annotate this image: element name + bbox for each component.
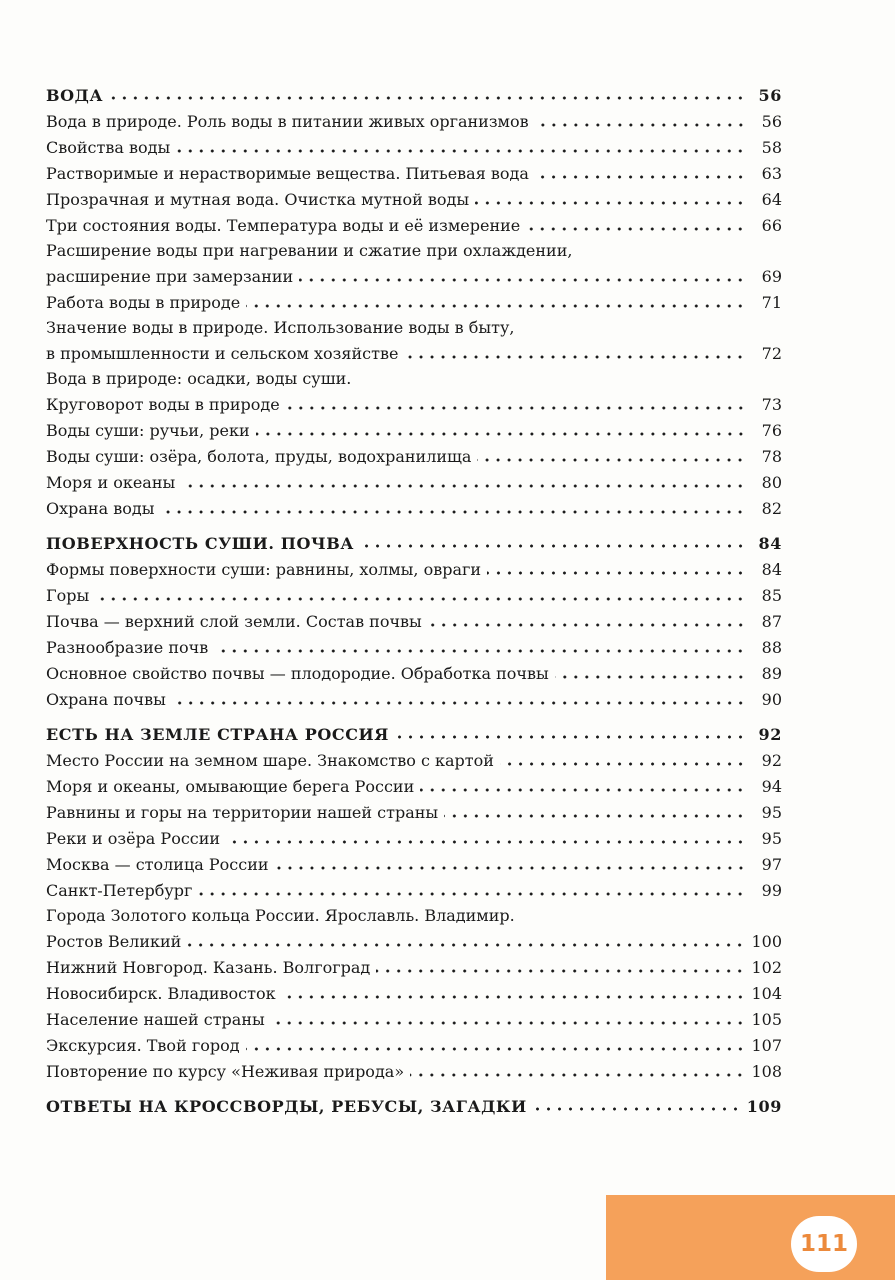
section-page: 84 <box>758 534 782 553</box>
entry-page: 95 <box>761 829 782 848</box>
leader-dots <box>475 201 746 205</box>
entry-title: Повторение по курсу «Неживая природа» <box>46 1062 405 1081</box>
section-title: ОТВЕТЫ НА КРОССВОРДЫ, РЕБУСЫ, ЗАГАДКИ <box>46 1097 527 1116</box>
entry-page: 105 <box>751 1010 782 1029</box>
leader-dots <box>181 484 746 488</box>
leader-dots <box>187 943 745 947</box>
toc-entry[interactable] <box>46 874 782 900</box>
toc-entry[interactable] <box>46 796 782 822</box>
toc-entry[interactable] <box>46 951 782 977</box>
toc-entry[interactable] <box>46 183 782 209</box>
section-title: ВОДА <box>46 86 104 105</box>
entry-title: Почва — верхний слой земли. Состав почвы <box>46 612 422 631</box>
leader-dots <box>286 406 746 410</box>
leader-dots <box>376 969 745 973</box>
section-heading[interactable] <box>46 523 782 553</box>
entry-title: Основное свойство почвы — плодородие. Обработка почвы <box>46 664 549 683</box>
entry-title: Значение воды в природе. Использование воды в быту, <box>46 318 515 337</box>
leader-dots <box>256 432 746 436</box>
toc-entry[interactable] <box>46 770 782 796</box>
section-heading[interactable] <box>46 1086 782 1116</box>
entry-title: Свойства воды <box>46 138 171 157</box>
leader-dots <box>535 175 746 179</box>
entry-page: 99 <box>761 881 782 900</box>
table-of-contents <box>46 75 782 1116</box>
entry-page: 76 <box>761 421 782 440</box>
toc-entry[interactable] <box>46 848 782 874</box>
entry-page: 92 <box>761 751 782 770</box>
entry-title: Вода в природе: осадки, воды суши. <box>46 369 352 388</box>
toc-entry[interactable] <box>46 363 782 414</box>
entry-title: Воды суши: ручьи, реки <box>46 421 250 440</box>
entry-title: Охрана почвы <box>46 690 166 709</box>
leader-dots <box>526 227 746 231</box>
leader-dots <box>360 544 746 548</box>
toc-entry[interactable] <box>46 131 782 157</box>
entry-page: 69 <box>761 267 782 286</box>
entry-page: 88 <box>761 638 782 657</box>
entry-page: 107 <box>751 1036 782 1055</box>
entry-title: Нижний Новгород. Казань. Волгоград <box>46 958 371 977</box>
leader-dots <box>487 571 746 575</box>
leader-dots <box>404 355 746 359</box>
entry-page: 80 <box>761 473 782 492</box>
toc-entry[interactable] <box>46 1055 782 1081</box>
entry-title-continued: Круговорот воды в природе <box>46 395 280 414</box>
toc-entry[interactable] <box>46 466 782 492</box>
entry-page: 95 <box>761 803 782 822</box>
entry-page: 64 <box>761 190 782 209</box>
entry-title: Равнины и горы на территории нашей страны <box>46 803 439 822</box>
toc-entry[interactable] <box>46 157 782 183</box>
entry-title-continued: расширение при замерзании <box>46 267 294 286</box>
leader-dots <box>275 866 746 870</box>
section-page: 109 <box>746 1097 782 1116</box>
toc-entry[interactable] <box>46 209 782 235</box>
toc-entry[interactable] <box>46 744 782 770</box>
toc-entry[interactable] <box>46 605 782 631</box>
leader-dots <box>535 123 746 127</box>
entry-title: Вода в природе. Роль воды в питании живых организмов <box>46 112 529 131</box>
entry-page: 66 <box>761 216 782 235</box>
entry-page: 71 <box>761 293 782 312</box>
entry-title: Моря и океаны <box>46 473 176 492</box>
leader-dots <box>410 1073 745 1077</box>
entry-title: Население нашей страны <box>46 1010 265 1029</box>
toc-entry[interactable] <box>46 312 782 363</box>
entry-page: 73 <box>761 395 782 414</box>
leader-dots <box>444 814 746 818</box>
entry-title: Прозрачная и мутная вода. Очистка мутной воды <box>46 190 470 209</box>
entry-title: Три состояния воды. Температура воды и её измерение <box>46 216 521 235</box>
entry-page: 90 <box>761 690 782 709</box>
leader-dots <box>500 762 746 766</box>
entry-title: Расширение воды при нагревании и сжатие при охлаждении, <box>46 241 573 260</box>
leader-dots <box>109 96 746 100</box>
entry-page: 82 <box>761 499 782 518</box>
entry-page: 58 <box>761 138 782 157</box>
entry-page: 85 <box>761 586 782 605</box>
toc-entry[interactable] <box>46 977 782 1003</box>
entry-title: Работа воды в природе <box>46 293 241 312</box>
leader-dots <box>428 623 746 627</box>
entry-title: Реки и озёра России <box>46 829 221 848</box>
entry-page: 78 <box>761 447 782 466</box>
entry-title: Растворимые и нерастворимые вещества. Питьевая вода <box>46 164 529 183</box>
toc-entry[interactable] <box>46 286 782 312</box>
entry-page: 97 <box>761 855 782 874</box>
entry-title: Место России на земном шаре. Знакомство с картой <box>46 751 494 770</box>
entry-page: 87 <box>761 612 782 631</box>
leader-dots <box>172 701 746 705</box>
page-number-badge: 111 <box>791 1216 857 1272</box>
toc-entry[interactable] <box>46 105 782 131</box>
entry-page: 94 <box>761 777 782 796</box>
entry-title: Новосибирск. Владивосток <box>46 984 276 1003</box>
leader-dots <box>246 1047 746 1051</box>
leader-dots <box>160 510 746 514</box>
entry-title-continued: Ростов Великий <box>46 932 182 951</box>
section-page: 56 <box>758 86 782 105</box>
leader-dots <box>198 892 746 896</box>
leader-dots <box>282 995 746 999</box>
entry-title: Формы поверхности суши: равнины, холмы, овраги <box>46 560 482 579</box>
entry-page: 72 <box>761 344 782 363</box>
entry-title: Воды суши: озёра, болота, пруды, водохранилища <box>46 447 472 466</box>
entry-title: Экскурсия. Твой город <box>46 1036 240 1055</box>
entry-page: 108 <box>751 1062 782 1081</box>
leader-dots <box>214 649 746 653</box>
entry-page: 100 <box>751 932 782 951</box>
entry-page: 102 <box>751 958 782 977</box>
entry-page: 89 <box>761 664 782 683</box>
leader-dots <box>246 304 746 308</box>
section-title: ЕСТЬ НА ЗЕМЛЕ СТРАНА РОССИЯ <box>46 725 389 744</box>
toc-entry[interactable] <box>46 683 782 709</box>
leader-dots <box>533 1107 741 1111</box>
leader-dots <box>395 735 746 739</box>
entry-title: Моря и океаны, омывающие берега России <box>46 777 415 796</box>
leader-dots <box>299 278 746 282</box>
toc-entry[interactable] <box>46 553 782 579</box>
entry-title: Санкт-Петербург <box>46 881 193 900</box>
section-heading[interactable] <box>46 714 782 744</box>
entry-title: Горы <box>46 586 90 605</box>
entry-title: Охрана воды <box>46 499 155 518</box>
leader-dots <box>176 149 746 153</box>
section-page: 92 <box>758 725 782 744</box>
toc-entry[interactable] <box>46 1029 782 1055</box>
entry-page: 104 <box>751 984 782 1003</box>
toc-entry[interactable] <box>46 235 782 286</box>
section-title: ПОВЕРХНОСТЬ СУШИ. ПОЧВА <box>46 534 354 553</box>
entry-title: Москва — столица России <box>46 855 269 874</box>
leader-dots <box>226 840 746 844</box>
toc-entry[interactable] <box>46 822 782 848</box>
toc-entry[interactable] <box>46 631 782 657</box>
leader-dots <box>271 1021 746 1025</box>
toc-entry[interactable] <box>46 657 782 683</box>
toc-entry[interactable] <box>46 1003 782 1029</box>
toc-entry[interactable] <box>46 492 782 518</box>
leader-dots <box>477 458 746 462</box>
toc-entry[interactable] <box>46 579 782 605</box>
entry-title: Разнообразие почв <box>46 638 209 657</box>
toc-entry[interactable] <box>46 440 782 466</box>
entry-page: 84 <box>761 560 782 579</box>
entry-title-continued: в промышленности и сельском хозяйстве <box>46 344 399 363</box>
toc-entry[interactable] <box>46 900 782 951</box>
entry-page: 63 <box>761 164 782 183</box>
leader-dots <box>420 788 746 792</box>
entry-page: 56 <box>761 112 782 131</box>
leader-dots <box>555 675 746 679</box>
leader-dots <box>95 597 746 601</box>
section-heading[interactable] <box>46 75 782 105</box>
entry-title: Города Золотого кольца России. Ярославль. Владимир. <box>46 906 515 925</box>
toc-entry[interactable] <box>46 414 782 440</box>
